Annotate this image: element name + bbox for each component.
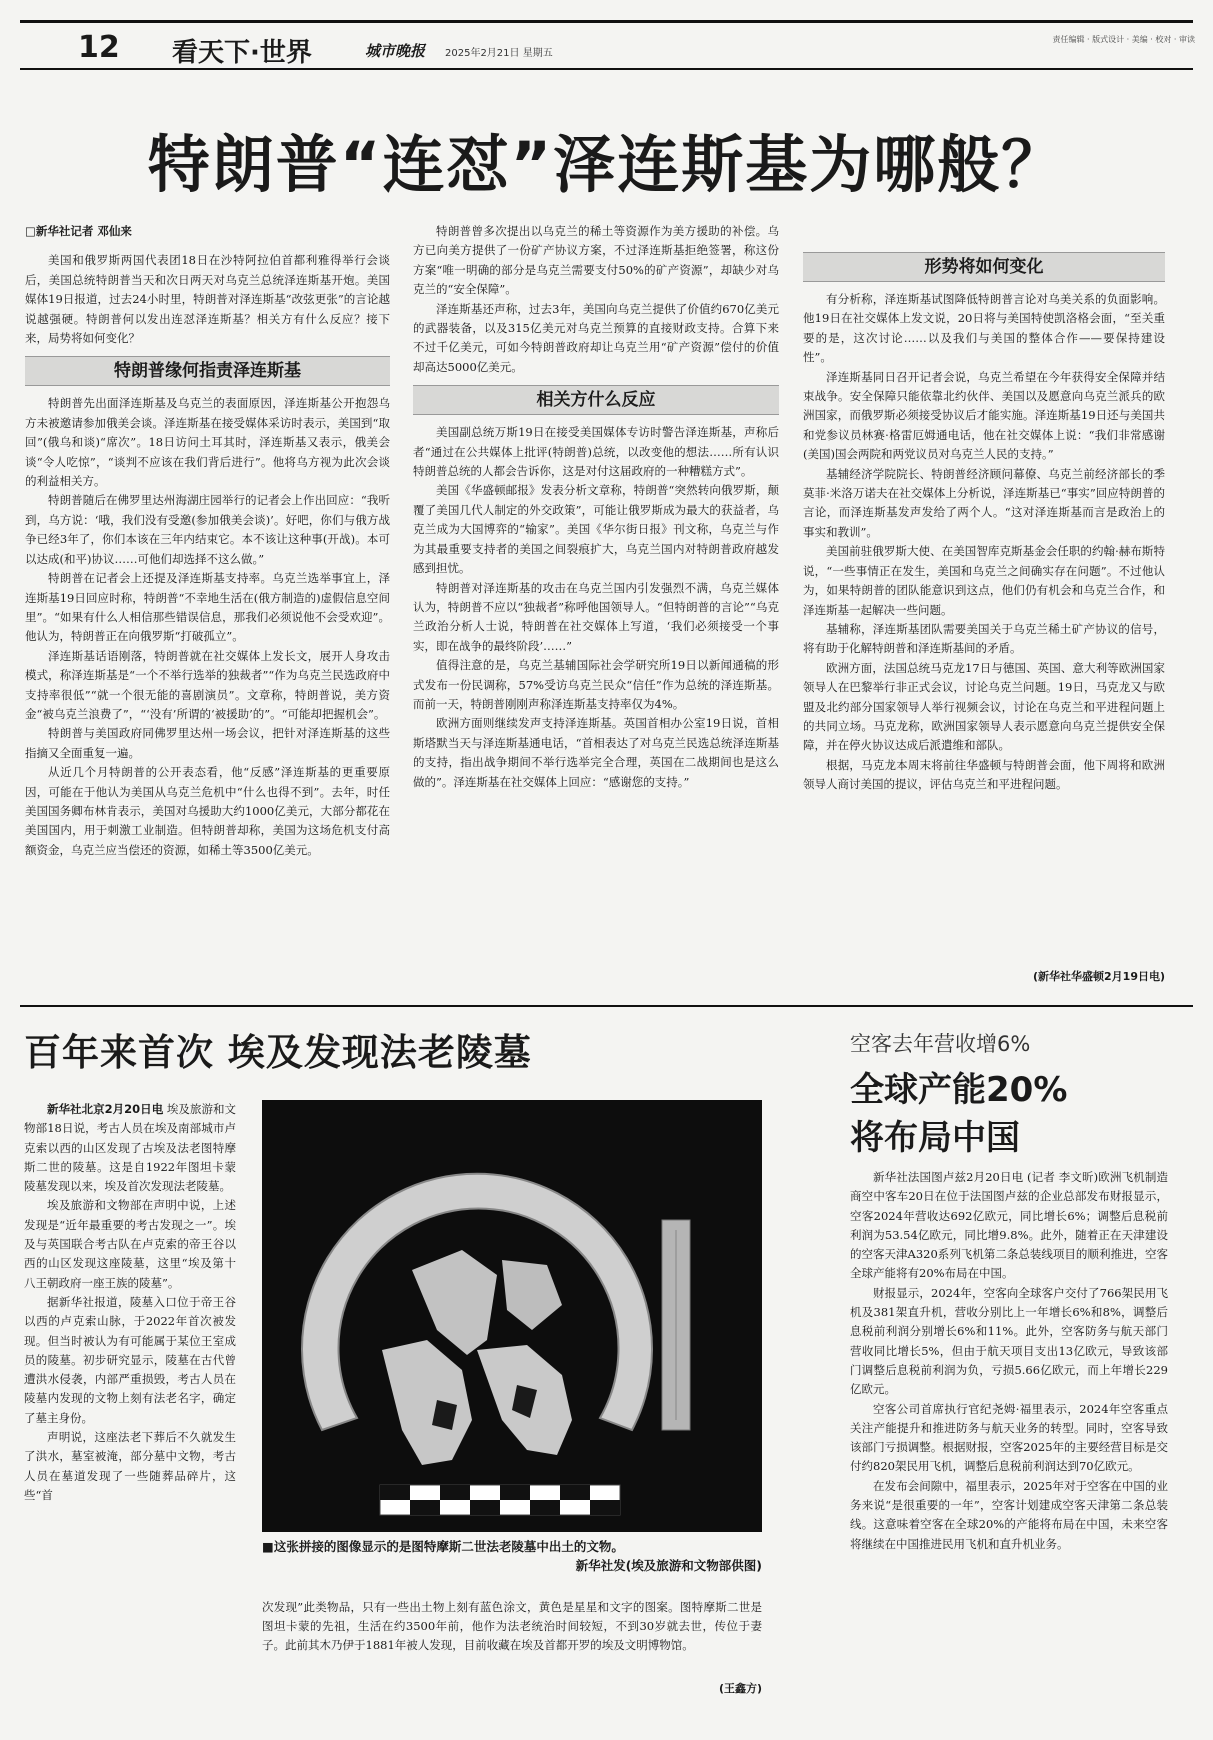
paragraph: 值得注意的是，乌克兰基辅国际社会学研究所19日以新闻通稿的形式发布一份民调称，57%受访乌克兰民众“信任”作为总统的泽连斯基。而前一天，特朗普刚刚声称泽连斯基支持率仅为4%。: [413, 658, 779, 711]
paragraph: 美国前驻俄罗斯大使、在美国智库克斯基金会任职的约翰·赫布斯特说，“一些事情正在发生，美国和乌克兰之间确实存在问题”。不过他认为，如果特朗普的团队能意识到这点，他们仍有机会和乌克兰合作，和泽连斯基一起解决一些问题。: [803, 544, 1165, 617]
paragraph: 特朗普在记者会上还提及泽连斯基支持率。乌克兰选举事宜上，泽连斯基19日回应时称，特朗普“不幸地生活在(俄方制造的)虚假信息空间里”。“如果有什么人相信那些错误信息，那我们必须说他不会受欢迎”。他认为，特朗普正在向俄罗斯“打破孤立”。: [25, 571, 390, 644]
egypt-below-photo: [262, 1598, 762, 1688]
scale-bar: [380, 1485, 620, 1515]
main-column-3: [803, 222, 1165, 997]
paragraph: 有分析称，泽连斯基试图降低特朗普言论对乌美关系的负面影响。他19日在社交媒体上发文说，20日将与美国特使凯洛格会面，“至关重要的是，这次讨论……以及我们与美国的整体合作——要保持建设性”。: [803, 292, 1165, 365]
egypt-headline: 百年来首次 埃及发现法老陵墓: [24, 1031, 532, 1074]
top-rule: [20, 20, 1193, 23]
airbus-lead: 新华社法国图卢兹2月20日电 (记者 李文昕)欧洲飞机制造商空中客车20日在位于法国图卢兹的企业总部发布财报显示，空客2024年营收达692亿欧元，同比增长6%；调整后息税前利润为53.54亿欧元，同比增9.8%。此外，随着正在天津建设的空客天津A320系列飞机第二条总装线项目的顺利推进，空客全球产能将有20%布局在中国。: [850, 1170, 1168, 1281]
paragraph: 特朗普曾多次提出以乌克兰的稀土等资源作为美方援助的补偿。乌方已向美方提供了一份矿产协议方案，不过泽连斯基拒绝签署，称这份方案“唯一明确的部分是乌克兰需要支付50%的矿产资源”，却缺少对乌克兰的“安全保障”。: [413, 224, 779, 297]
paragraph: 在发布会间隙中，福里表示，2025年对于空客在中国的业务来说“是很重要的一年”，空客计划建成空客天津第二条总装线。这意味着空客在全球20%的产能将布局在中国，未来空客将继续在中国推进民用飞机和直升机业务。: [850, 1478, 1168, 1551]
paragraph: 泽连斯基话语刚落，特朗普就在社交媒体上发长文，展开人身攻击模式，称泽连斯基是“一个不举行选举的独裁者”“作为乌克兰民选政府中支持率很低”“就一个很无能的喜剧演员”。文章称，特朗普说，美方资金“被乌克兰浪费了”，“‘没有’所谓的‘被援助’的”。“可能却把握机会”。: [25, 648, 390, 721]
egypt-credit: (王鑫方): [718, 1682, 762, 1695]
issue-date: 2025年2月21日 星期五: [445, 48, 553, 59]
paragraph: 特朗普先出面泽连斯基及乌克兰的表面原因，泽连斯基公开抱怨乌方未被邀请参加俄美会谈。泽连斯基在接受媒体采访时表示，美国到“取回”(俄乌和谈)“席次”。18日访问土耳其时，泽连斯基又表示，俄美会谈“令人吃惊”，“谈判不应该在我们背后进行”。他将乌方视为此次会谈的利益相关方。: [25, 396, 390, 489]
airbus-headline: [850, 1066, 1067, 1162]
editor-credits: 责任编辑 · 版式设计 · 美编 · 校对 · 审读: [1052, 35, 1195, 44]
byline: □新华社记者 邓仙来: [25, 224, 132, 238]
paragraph: 根据，马克龙本周末将前往华盛顿与特朗普会面，他下周将和欧洲领导人商讨美国的提议，评估乌克兰和平进程问题。: [803, 757, 1165, 792]
airbus-title-line-2: 将布局中国: [850, 1118, 1020, 1158]
main-dateline: (新华社华盛顿2月19日电): [1032, 970, 1165, 983]
artifact-photo-image: [262, 1100, 762, 1532]
photo-caption: 这张拼接的图像显示的是图特摩斯二世法老陵墓中出土的文物。: [273, 1539, 624, 1554]
paragraph: 次发现”此类物品，只有一些出土物上刻有蓝色涂文，黄色是星星和文字的图案。图特摩斯二世是图坦卡蒙的先祖，生活在约3500年前，他作为法老统治时间较短，不到30岁就去世，传位于妻子。此前其木乃伊于1881年被人发现，目前收藏在埃及首都开罗的埃及文明博物馆。: [262, 1600, 762, 1652]
paragraph: 基辅经济学院院长、特朗普经济顾问幕僚、乌克兰前经济部长的季莫菲·米洛万诺夫在社交媒体上分析说，泽连斯基已“事实”回应特朗普的言论，而泽连斯基发声发给了两个人。“这对泽连斯基而言是政治上的事实和教训”。: [803, 466, 1165, 539]
paragraph: 欧洲方面则继续发声支持泽连斯基。英国首相办公室19日说，首相斯塔默当天与泽连斯基通电话，“首相表达了对乌克兰民选总统泽连斯基的支持，指出战争期间不举行选举完全合理，英国在二战期间也是这么做的”。泽连斯基在社交媒体上回应：“感谢您的支持。”: [413, 716, 779, 789]
paragraph: 欧洲方面，法国总统马克龙17日与德国、英国、意大利等欧洲国家领导人在巴黎举行非正式会议，讨论乌克兰问题。19日，马克龙又与欧盟及北约部分国家领导人举行视频会议，讨论在乌克兰和平进程问题上的共同立场。马克龙称，欧洲国家领导人表示愿意向乌克兰提供安全保障，并在停火协议达成后派遣维和部队。: [803, 660, 1165, 753]
paragraph: 从近几个月特朗普的公开表态看，他“反感”泽连斯基的更重要原因，可能在于他认为美国从乌克兰危机中“什么也得不到”。去年，时任美国国务卿布林肯表示，美国对乌援助大约1000亿美元，大部分都花在美国国内，用于刺激工业制造。但特朗普却称，美国为这场危机支付高额资金，乌克兰应当偿还的资源，如稀土等3500亿美元。: [25, 765, 390, 857]
paragraph: 特朗普随后在佛罗里达州海湖庄园举行的记者会上作出回应：“我听到，乌方说：‘哦，我们没有受邀(参加俄美会谈)’。好吧，你们与俄方战争已经3年了，你们本该在三年内结束它。本不该让这种事(开战)。本可以达成(和平)协议……可他们却选择不这么做。”: [25, 493, 390, 566]
main-column-2: [413, 222, 779, 997]
photo-credit: 新华社发(埃及旅游和文物部供图): [575, 1558, 762, 1573]
paragraph: 特朗普与美国政府同佛罗里达州一场会议，把针对泽连斯基的这些指摘又全面重复一遍。: [25, 726, 390, 760]
subhead-2: 相关方什么反应: [413, 385, 779, 415]
paragraph: 声明说，这座法老下葬后不久就发生了洪水，墓室被淹，部分墓中文物，考古人员在墓道发现了一些随葬品碎片，这些“首: [24, 1430, 236, 1502]
airbus-kicker: 空客去年营收增6%: [850, 1032, 1031, 1056]
egypt-lead-text: 埃及旅游和文物部18日说，考古人员在埃及南部城市卢克索以西的山区发现了古埃及法老图特摩斯二世的陵墓。这是自1922年图坦卡蒙陵墓发现以来，埃及首次发现法老陵墓。: [24, 1102, 236, 1194]
subhead-3: 形势将如何变化: [803, 252, 1165, 282]
airbus-title-line-1: 全球产能20%: [850, 1070, 1068, 1110]
paragraph: 泽连斯基还声称，过去3年，美国向乌克兰提供了价值约670亿美元的武器装备，以及315亿美元对乌克兰预算的直接财政支持。合算下来不过千亿美元，可如今特朗普政府却让乌克兰用“矿产资源”偿付的价值却高达5000亿美元。: [413, 301, 779, 374]
main-headline: 特朗普“连怼”泽连斯基为哪般？: [147, 128, 1066, 201]
main-column-1: [25, 222, 390, 997]
photo-caption-line: ■这张拼接的图像显示的是图特摩斯二世法老陵墓中出土的文物。: [262, 1539, 624, 1554]
egypt-column: [24, 1100, 236, 1720]
paragraph: 财报显示，2024年，空客向全球客户交付了766架民用飞机及381架直升机，营收分别比上一年增长6%和8%，调整后息税前利润分别增长6%和11%。此外，空客防务与航天部门营收同比增长5%，但由于航天项目支出13亿欧元，导致该部门调整后息税前利润为负，亏损5.66亿欧元，而上年增长229亿欧元。: [850, 1285, 1168, 1397]
egypt-lead-label: 新华社北京2月20日电: [47, 1102, 164, 1116]
photo-caption-block: [262, 1537, 762, 1575]
section-divider: [20, 1005, 1193, 1007]
section-title: 看天下·世界: [172, 38, 312, 68]
egypt-lead-paragraph: [24, 1100, 236, 1196]
page-number: 12: [78, 30, 120, 65]
paragraph: 泽连斯基同日召开记者会说，乌克兰希望在今年获得安全保障并结束战争。安全保障只能依靠北约伙伴、美国以及愿意向乌克兰派兵的欧洲国家，而俄罗斯必须接受协议后才能实施。泽连斯基19日还与美国共和党参议员林赛·格雷厄姆通电话，他在社交媒体上说：“我们非常感谢(美国)国会两院和两党议员对乌克兰人民的支持。”: [803, 369, 1165, 462]
paragraph: 空客公司首席执行官纪尧姆·福里表示，2024年空客重点关注产能提升和推进防务与航天业务的转型。同时，空客导致该部门亏损调整。根据财报，空客2025年的主要经营目标是交付约820架民用飞机，调整后息税前利润达到70亿欧元。: [850, 1401, 1168, 1474]
paragraph: 据新华社报道，陵墓入口位于帝王谷以西的卢克索山脉，于2022年首次被发现。但当时被认为有可能属于某位王室成员的陵墓。初步研究显示，陵墓在古代曾遭洪水侵袭，内部严重损毁，考古人员在陵墓内发现的文物上刻有法老名字，确定了墓主身份。: [24, 1294, 236, 1425]
airbus-column: [850, 1168, 1168, 1720]
paragraph: 美国和俄罗斯两国代表团18日在沙特阿拉伯首都利雅得举行会谈后，美国总统特朗普当天和次日两天对乌克兰总统泽连斯基开炮。美国媒体19日报道，过去24小时里，特朗普对泽连斯基“改弦更张”的言论越说越强硬。特朗普何以发出连怼泽连斯基？相关方有什么反应？接下来，局势将如何变化？: [25, 253, 390, 346]
paragraph: 埃及旅游和文物部在声明中说，上述发现是“近年最重要的考古发现之一”。埃及与英国联合考古队在卢克索的帝王谷以西的山区发现这座陵墓，这里“埃及第十八王朝政府一座王族的陵墓”。: [24, 1198, 236, 1290]
paragraph: 特朗普对泽连斯基的攻击在乌克兰国内引发强烈不满，乌克兰媒体认为，特朗普不应以“独裁者”称呼他国领导人。“但特朗普的言论”“乌克兰政治分析人士说，特朗普在社交媒体上写道，‘我们必须接受一个事实，即在战争的最终阶段’……”: [413, 580, 779, 653]
masthead-logo: 城市晚报: [365, 42, 426, 60]
artifact-photo: [262, 1100, 762, 1532]
header-rule: [20, 68, 1193, 70]
paragraph: 美国副总统万斯19日在接受美国媒体专访时警告泽连斯基，声称后者“通过在公共媒体上批评(特朗普)总统，以改变他的想法……所有认识特朗普总统的人都会告诉你，这是对付这届政府的一种糟糕方式”。: [413, 425, 779, 479]
paragraph: 基辅称，泽连斯基团队需要美国关于乌克兰稀土矿产协议的信号，将有助于化解特朗普和泽连斯基间的矛盾。: [803, 621, 1165, 656]
subhead-1: 特朗普缘何指责泽连斯基: [25, 356, 390, 386]
paragraph: 美国《华盛顿邮报》发表分析文章称，特朗普“突然转向俄罗斯，颠覆了美国几代人制定的外交政策”，可能让俄罗斯成为最大的获益者，乌克兰成为大国博弈的“输家”。美国《华尔街日报》刊文称，乌克兰与作为其最重要支持者的美国之间裂痕扩大，乌克兰国内对特朗普政府越发感到担忧。: [413, 483, 779, 576]
